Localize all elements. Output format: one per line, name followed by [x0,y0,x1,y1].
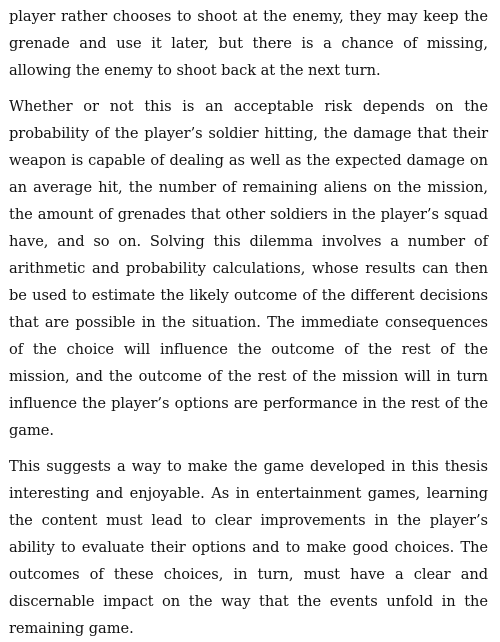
paragraph-2: Whether or not this is an acceptable risk depends on the probability of the player’s soldier hitting, the damage that their weapon is capable of dealing as well as the expected damage on an average hit, the number of remaining aliens on the mission, the amount of grenades that other soldiers in the player’s squad have, and so on. Solving this dilemma involves a number of arithmetic and probability calculations, whose results can then be used to estimate the likely outcome of the different decisions that are possible in the situation. The immediate consequences of the choice will influence the outcome of the rest of the mission, and the outcome of the rest of the mission will in turn influence the player’s options are performance in the rest of the game. [9,98,488,439]
paragraph-3: This suggests a way to make the game developed in this thesis interesting and enjoyable. As in entertainment games, learning the content must lead to clear improvements in the player’s ability to evaluate their options and to make good choices. The outcomes of these choices, in turn, must have a clear and discernable impact on the way that the events unfold in the remaining game. [9,458,488,637]
paragraph-1: player rather chooses to shoot at the enemy, they may keep the grenade and use it later, but there is a chance of missing, allowing the enemy to shoot back at the next turn. [9,8,488,79]
